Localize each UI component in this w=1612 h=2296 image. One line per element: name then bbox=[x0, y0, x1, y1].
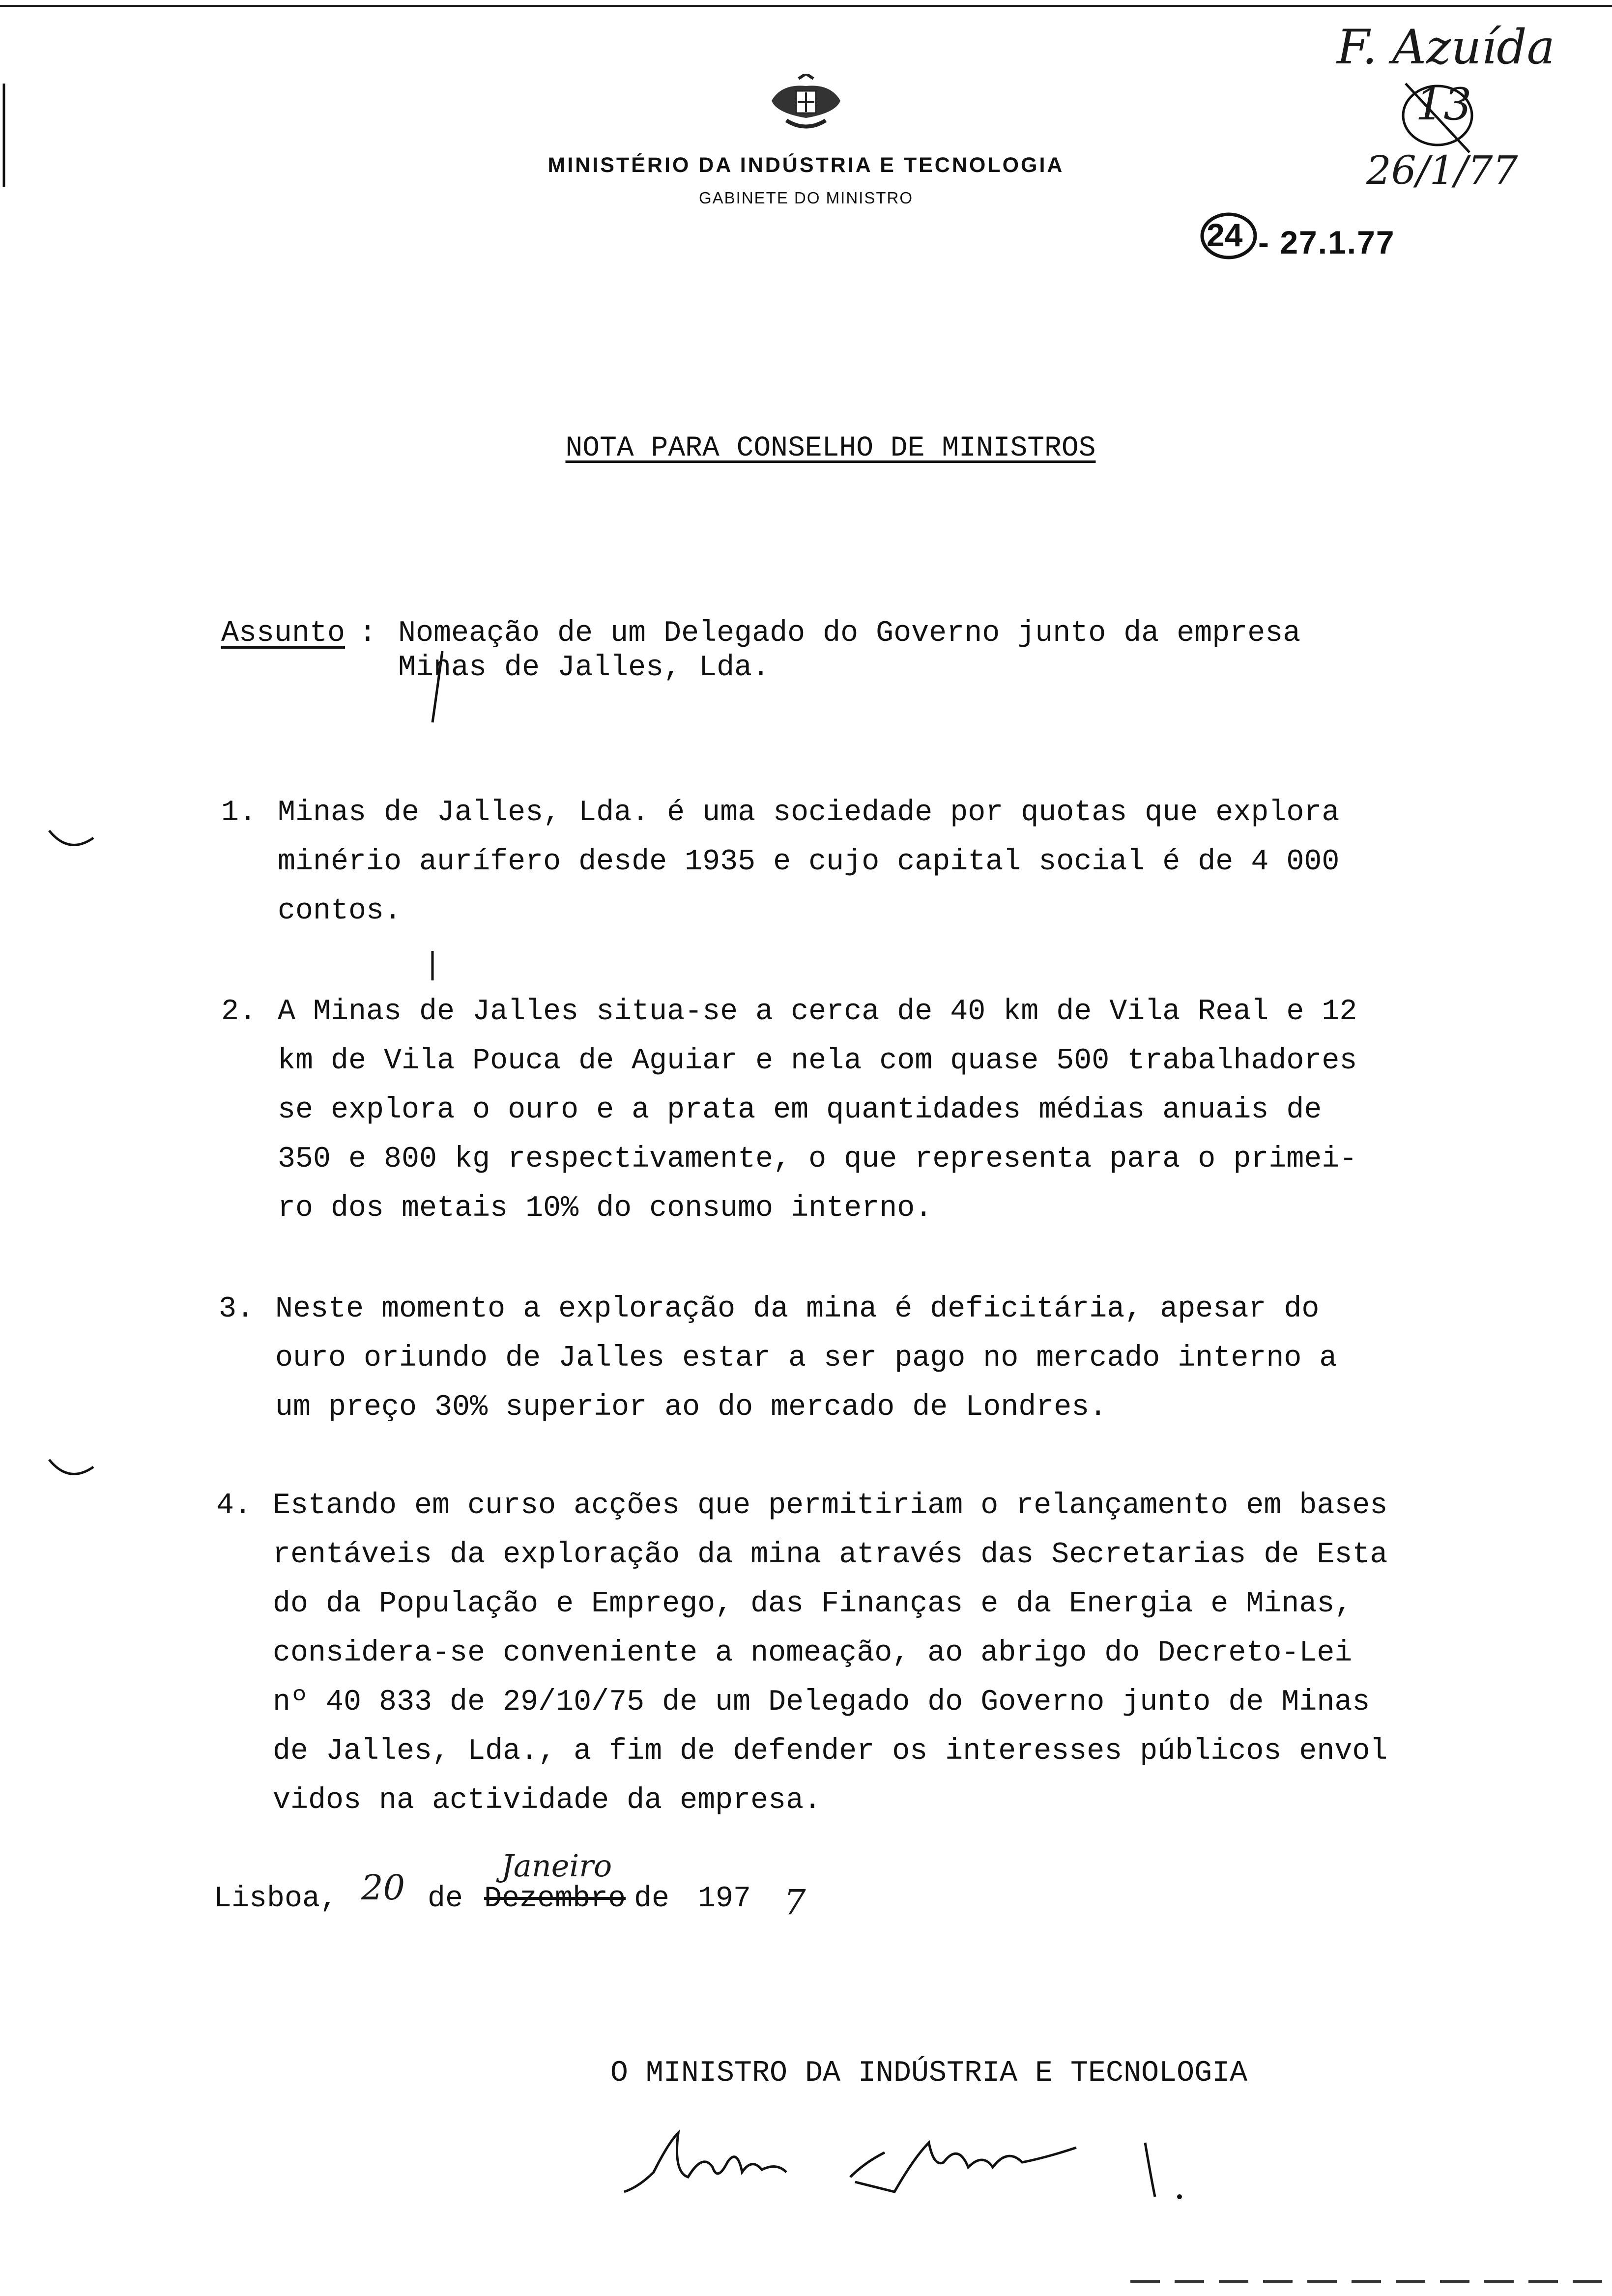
scan-bottom-artifact bbox=[1130, 2280, 1612, 2283]
paragraph-line: rentáveis da exploração da mina através das Secretarias de Esta bbox=[273, 1538, 1388, 1572]
paragraph-line: vidos na actividade da empresa. bbox=[273, 1784, 822, 1817]
cabinet-heading: GABINETE DO MINISTRO bbox=[698, 189, 914, 207]
coat-of-arms-icon bbox=[762, 74, 850, 138]
top-rule bbox=[0, 5, 1612, 7]
paragraph-number: 4. bbox=[216, 1489, 252, 1522]
subject-label: Assunto bbox=[221, 617, 345, 650]
closing-day-handwritten: 20 bbox=[361, 1867, 405, 1908]
ministry-heading: MINISTÉRIO DA INDÚSTRIA E TECNOLOGIA bbox=[547, 153, 1065, 177]
subject-colon: : bbox=[359, 617, 377, 650]
margin-tick-mark bbox=[44, 826, 98, 855]
paragraph-line: do da População e Emprego, das Finanças e da Energia e Minas, bbox=[273, 1587, 1353, 1621]
paragraph-line: km de Vila Pouca de Aguiar e nela com quase 500 trabalhadores bbox=[278, 1044, 1357, 1078]
stamp-number: 24 bbox=[1207, 217, 1243, 253]
paragraph-line: se explora o ouro e a prata em quantidades médias anuais de bbox=[278, 1093, 1322, 1127]
closing-month-struck: Dezembro bbox=[484, 1882, 626, 1916]
paragraph-line: A Minas de Jalles situa-se a cerca de 40 km de Vila Real e 12 bbox=[278, 995, 1357, 1029]
paragraph-line: Estando em curso acções que permitiriam o relançamento em bases bbox=[273, 1489, 1388, 1522]
stamp-date: - 27.1.77 bbox=[1258, 224, 1395, 260]
paragraph-line: ouro oriundo de Jalles estar a ser pago no mercado interno a bbox=[275, 1342, 1337, 1375]
paragraph-line: considera-se conveniente a nomeação, ao abrigo do Decreto-Lei bbox=[273, 1636, 1353, 1670]
pen-stroke-mark bbox=[428, 649, 447, 727]
handwritten-name: F. Azuída bbox=[1337, 20, 1555, 75]
paragraph-line: Neste momento a exploração da mina é deficitária, apesar do bbox=[275, 1292, 1320, 1326]
subject-line: Minas de Jalles, Lda. bbox=[398, 651, 770, 685]
paragraph-line: de Jalles, Lda., a fim de defender os interesses públicos envol bbox=[273, 1735, 1388, 1768]
margin-tick-mark bbox=[44, 1455, 98, 1484]
handwritten-date: 26/1/77 bbox=[1366, 147, 1518, 193]
handwritten-signature bbox=[619, 2113, 1219, 2211]
subject-line: Nomeação de um Delegado do Governo junto da empresa bbox=[398, 617, 1301, 650]
paragraph-line: contos. bbox=[278, 894, 402, 928]
paragraph-line: nº 40 833 de 29/10/75 de um Delegado do Governo junto de Minas bbox=[273, 1686, 1370, 1719]
closing-year-handwritten: 7 bbox=[784, 1882, 806, 1923]
closing-word: de bbox=[634, 1882, 670, 1916]
closing-year: 197 bbox=[698, 1882, 751, 1916]
paragraph-number: 1. bbox=[221, 796, 257, 830]
paragraph-number: 2. bbox=[221, 995, 257, 1029]
document-title: NOTA PARA CONSELHO DE MINISTROS bbox=[565, 432, 1096, 464]
closing-month-handwritten: Janeiro bbox=[501, 1848, 612, 1884]
circled-number: 13 bbox=[1415, 79, 1472, 130]
closing-word: de bbox=[428, 1882, 463, 1916]
closing-place: Lisboa, bbox=[214, 1882, 338, 1916]
paragraph-line: ro dos metais 10% do consumo interno. bbox=[278, 1192, 933, 1225]
paragraph-line: minério aurífero desde 1935 e cujo capital social é de 4 000 bbox=[278, 845, 1340, 879]
pen-stroke-mark bbox=[428, 948, 437, 983]
paragraph-line: Minas de Jalles, Lda. é uma sociedade por quotas que explora bbox=[278, 796, 1340, 830]
paragraph-number: 3. bbox=[219, 1292, 255, 1326]
paragraph-line: 350 e 800 kg respectivamente, o que representa para o primei- bbox=[278, 1143, 1357, 1176]
paragraph-line: um preço 30% superior ao do mercado de Londres. bbox=[275, 1391, 1107, 1424]
signature-title: O MINISTRO DA INDÚSTRIA E TECNOLOGIA bbox=[610, 2057, 1248, 2090]
